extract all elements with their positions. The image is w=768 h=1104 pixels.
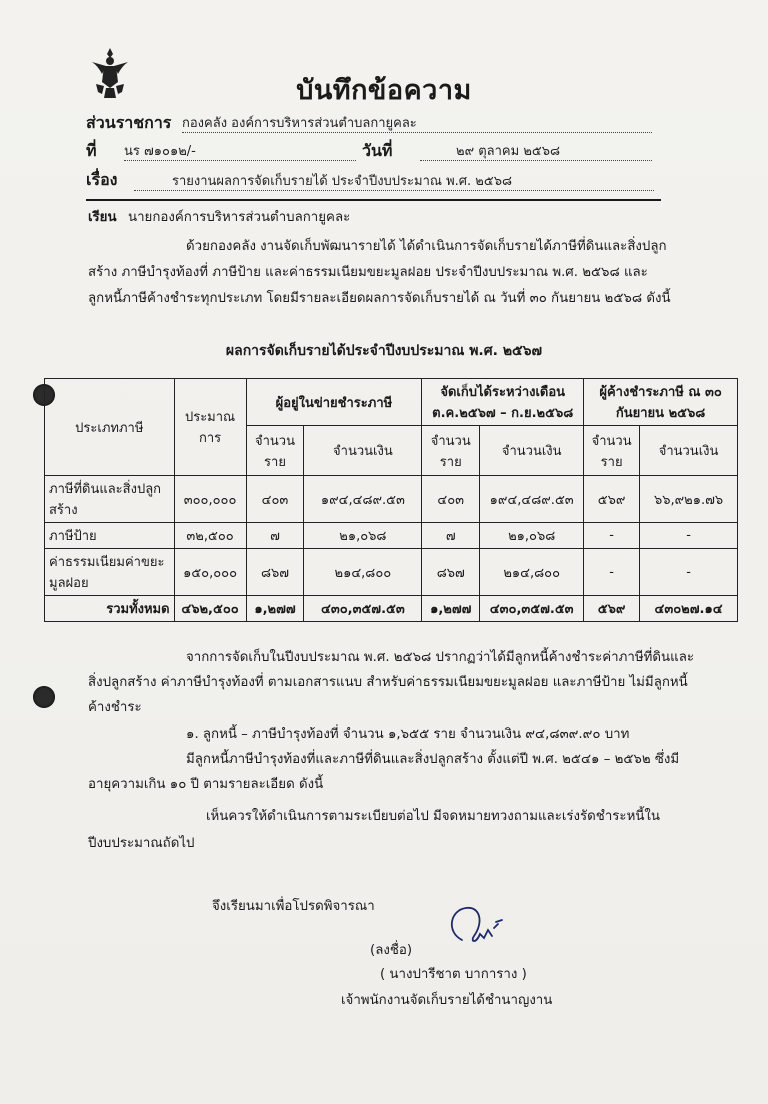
- total-amount-outstanding: ๔๓๐๒๗.๑๔: [640, 596, 738, 622]
- table-title: ผลการจัดเก็บรายได้ประจำปีงบประมาณ พ.ศ. ๒๕๖๗: [225, 343, 543, 359]
- row-amount-outstanding: -: [640, 549, 738, 596]
- subject-value: รายงานผลการจัดเก็บรายได้ ประจำปีงบประมาณ พ.ศ. ๒๕๖๘: [134, 174, 654, 191]
- body-line-1: จากการจัดเก็บในปีงบประมาณ พ.ศ. ๒๕๖๘ ปรากฏว่าได้มีลูกหนี้ค้างชำระค่าภาษีที่ดินและ: [186, 650, 694, 665]
- row-amount-outstanding: -: [640, 523, 738, 549]
- body-line-7: เห็นควรให้ดำเนินการตามระเบียบต่อไป มีจดหมายทวงถามและเร่งรัดชำระหนี้ใน: [206, 809, 661, 824]
- row-count-collected: ๗: [422, 523, 480, 549]
- row-estimate: ๓๐๐,๐๐๐: [174, 476, 246, 523]
- date-label: วันที่: [362, 141, 393, 160]
- header-amount-1: จำนวนเงิน: [304, 426, 422, 476]
- agency-label: ส่วนราชการ: [86, 113, 172, 132]
- closing-text: จึงเรียนมาเพื่อโปรดพิจารณา: [212, 899, 375, 914]
- signer-name: ( นางปารีชาต บาการาง ): [380, 967, 527, 982]
- row-amount-collected: ๑๙๔,๔๘๙.๕๓: [480, 476, 584, 523]
- table-row: [45, 476, 738, 523]
- intro-line-1: ด้วยกองคลัง งานจัดเก็บพัฒนารายได้ ได้ดำเนินการจัดเก็บรายได้ภาษีที่ดินและสิ่งปลูก: [186, 239, 667, 254]
- table-header-row-1: [45, 379, 738, 426]
- header-count-3: จำนวนราย: [584, 426, 640, 476]
- body-line-5: มีลูกหนี้ภาษีบำรุงท้องที่และภาษีที่ดินและสิ่งปลูกสร้าง ตั้งแต่ปี พ.ศ. ๒๕๔๑ – ๒๕๖๒ ซึ่งมี: [186, 752, 680, 767]
- row-tax-type: ภาษีป้าย: [45, 523, 175, 549]
- header-count-1: จำนวนราย: [246, 426, 304, 476]
- header-outstanding: [584, 379, 738, 426]
- table-row: [45, 523, 738, 549]
- row-tax-type: ค่าธรรมเนียมค่าขยะมูลฝอย: [45, 549, 175, 596]
- sign-label: (ลงชื่อ): [370, 943, 413, 958]
- header-count-2: จำนวนราย: [422, 426, 480, 476]
- table-row: [45, 549, 738, 596]
- header-collected-line-1: จัดเก็บได้ระหว่างเดือน: [440, 385, 566, 400]
- header-taxpayers: ผู้อยู่ในข่ายชำระภาษี: [246, 379, 422, 426]
- body-line-8: ปีงบประมาณถัดไป: [88, 836, 195, 851]
- signer-position: เจ้าพนักงานจัดเก็บรายได้ชำนาญงาน: [341, 993, 553, 1008]
- table-total-row: [45, 596, 738, 622]
- row-count-collected: ๘๖๗: [422, 549, 480, 596]
- total-count-collected: ๑,๒๗๗: [422, 596, 480, 622]
- handwritten-signature-icon: [440, 900, 510, 960]
- row-amount-taxpayers: ๑๙๔,๔๘๙.๕๓: [304, 476, 422, 523]
- salutation-label: เรียน: [88, 210, 117, 225]
- body-line-3: ค้างชำระ: [88, 700, 142, 715]
- intro-line-3: ลูกหนี้ภาษีค้างชำระทุกประเภท โดยมีรายละเอียดผลการจัดเก็บรายได้ ณ วันที่ ๓๐ กันยายน ๒๕๖๘ ดังนี้: [88, 291, 671, 306]
- total-amount-taxpayers: ๔๓๐,๓๕๗.๕๓: [304, 596, 422, 622]
- ref-label: ที่: [86, 141, 97, 160]
- ref-value: นร ๗๑๐๑๒/-: [124, 144, 356, 161]
- row-amount-outstanding: ๖๖,๙๒๑.๗๖: [640, 476, 738, 523]
- row-count-taxpayers: ๗: [246, 523, 304, 549]
- intro-line-2: สร้าง ภาษีบำรุงท้องที่ ภาษีป้าย และค่าธรรมเนียมขยะมูลฝอย ประจำปีงบประมาณ พ.ศ. ๒๕๖๘ และ: [88, 265, 648, 280]
- header-estimate: ประมาณการ: [174, 379, 246, 476]
- body-line-6: อายุความเกิน ๑๐ ปี ตามรายละเอียด ดังนี้: [88, 777, 324, 792]
- row-count-collected: ๔๐๓: [422, 476, 480, 523]
- punch-hole-bottom: [33, 686, 55, 708]
- header-collected-line-2: ต.ค.๒๕๖๗ – ก.ย.๒๕๖๘: [432, 406, 574, 421]
- total-count-outstanding: ๕๖๙: [584, 596, 640, 622]
- row-count-outstanding: -: [584, 549, 640, 596]
- revenue-table: [44, 378, 738, 622]
- row-count-outstanding: ๕๖๙: [584, 476, 640, 523]
- row-tax-type: ภาษีที่ดินและสิ่งปลูกสร้าง: [45, 476, 175, 523]
- subject-label: เรื่อง: [86, 170, 118, 189]
- row-estimate: ๑๕๐,๐๐๐: [174, 549, 246, 596]
- row-estimate: ๓๒,๕๐๐: [174, 523, 246, 549]
- header-divider: [86, 199, 661, 201]
- memo-title: บันทึกข้อความ: [296, 75, 472, 106]
- row-count-taxpayers: ๘๖๗: [246, 549, 304, 596]
- header-amount-2: จำนวนเงิน: [480, 426, 584, 476]
- row-amount-taxpayers: ๒๑๔,๘๐๐: [304, 549, 422, 596]
- header-outstanding-line-2: กันยายน ๒๕๖๘: [615, 406, 706, 421]
- agency-value: กองคลัง องค์การบริหารส่วนตำบลกายูคละ: [182, 116, 652, 133]
- total-amount-collected: ๔๓๐,๓๕๗.๕๓: [480, 596, 584, 622]
- header-amount-3: จำนวนเงิน: [640, 426, 738, 476]
- row-amount-collected: ๒๑,๐๖๘: [480, 523, 584, 549]
- header-collected: [422, 379, 584, 426]
- body-line-4: ๑. ลูกหนี้ – ภาษีบำรุงท้องที่ จำนวน ๑,๖๕๕ ราย จำนวนเงิน ๙๔,๘๓๙.๙๐ บาท: [186, 727, 630, 742]
- total-label: รวมทั้งหมด: [45, 596, 175, 622]
- total-count-taxpayers: ๑,๒๗๗: [246, 596, 304, 622]
- header-tax-type: ประเภทภาษี: [45, 379, 175, 476]
- salutation-value: นายกองค์การบริหารส่วนตำบลกายูคละ: [128, 210, 351, 225]
- date-value: ๒๙ ตุลาคม ๒๕๖๘: [420, 144, 652, 161]
- header-outstanding-line-1: ผู้ค้างชำระภาษี ณ ๓๐: [599, 385, 722, 400]
- row-count-outstanding: -: [584, 523, 640, 549]
- row-amount-taxpayers: ๒๑,๐๖๘: [304, 523, 422, 549]
- row-amount-collected: ๒๑๔,๘๐๐: [480, 549, 584, 596]
- row-count-taxpayers: ๔๐๓: [246, 476, 304, 523]
- total-estimate: ๔๖๒,๕๐๐: [174, 596, 246, 622]
- body-line-2: สิ่งปลูกสร้าง ค่าภาษีบำรุงท้องที่ ตามเอกสารแนบ สำหรับค่าธรรมเนียมขยะมูลฝอย และภาษีป้าย ไม่มีลูกหนี้: [88, 675, 688, 690]
